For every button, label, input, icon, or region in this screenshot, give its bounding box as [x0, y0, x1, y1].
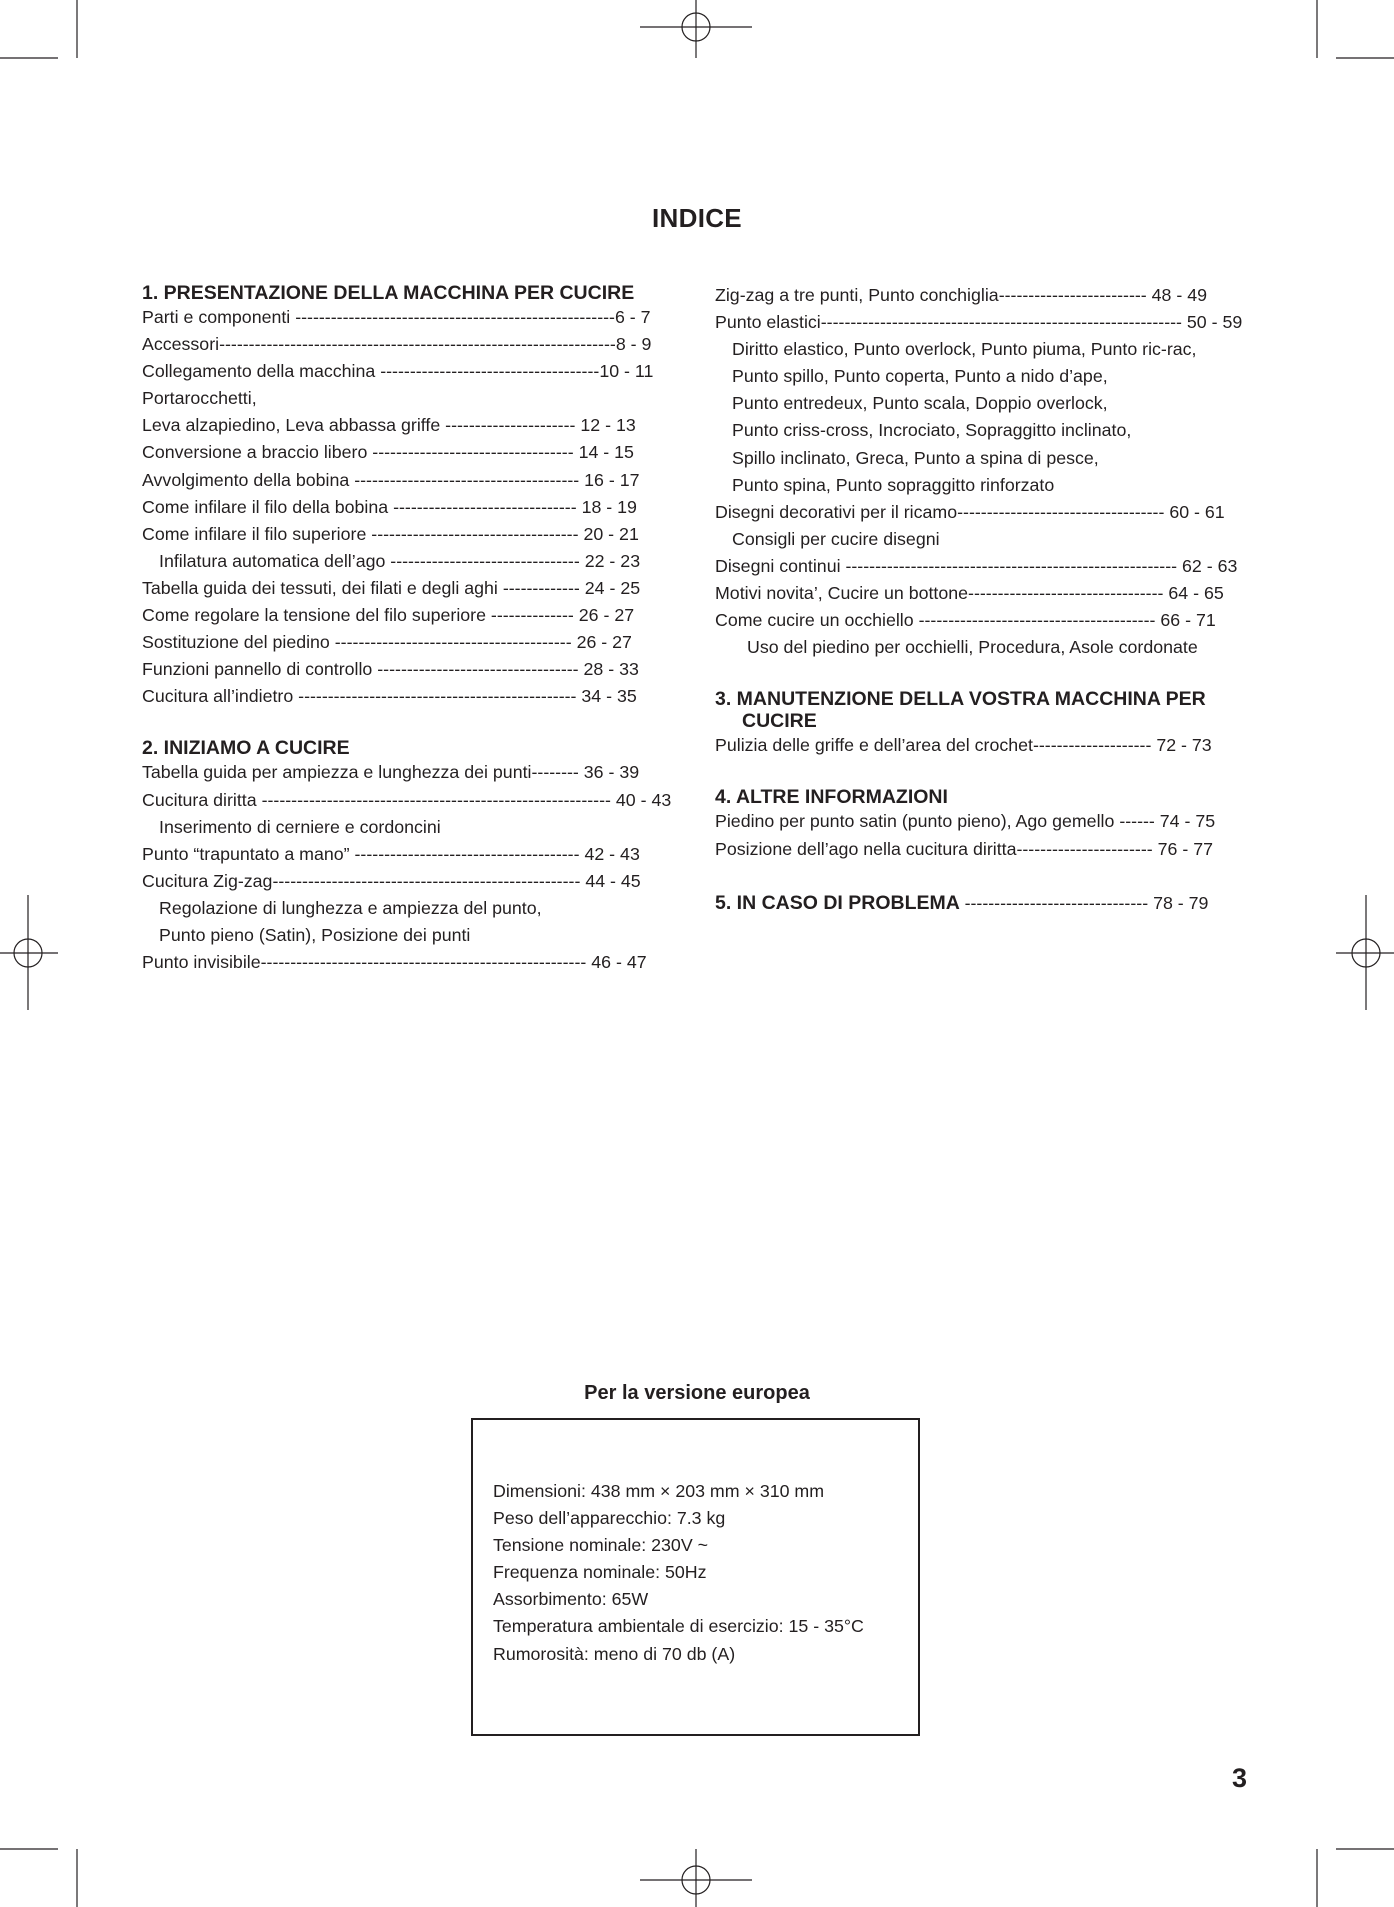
toc-leader: ----------------------------------------------- — [298, 686, 582, 707]
toc-page-range: 12 - 13 — [580, 415, 636, 436]
spec-line: Dimensioni: 438 mm × 203 mm × 310 mm — [493, 1481, 825, 1501]
toc-page-range: 20 - 21 — [583, 523, 639, 544]
toc-entry-title: Posizione dell’ago nella cucitura diritta — [715, 838, 1017, 859]
section-heading — [142, 282, 679, 304]
toc-entry-title: Punto spina, Punto sopraggitto rinforzato — [732, 474, 1055, 495]
toc-page-range: 50 - 59 — [1186, 312, 1243, 333]
toc-entry — [142, 575, 679, 602]
toc-entry — [715, 309, 1252, 336]
toc-leader: ----------------------- — [1016, 838, 1158, 859]
toc-entry — [715, 732, 1252, 759]
toc-right-column — [715, 282, 1252, 917]
toc-entry-title: Punto spillo, Punto coperta, Punto a nido d’ape, — [732, 366, 1108, 387]
toc-page-range: 18 - 19 — [581, 496, 637, 517]
toc-entry — [142, 521, 679, 548]
toc-entry — [715, 336, 1252, 363]
toc-entry-title: Avvolgimento della bobina — [142, 469, 355, 490]
toc-entry-title: Punto entredeux, Punto scala, Doppio overlock, — [732, 393, 1108, 414]
toc-entry-title: Spillo inclinato, Greca, Punto a spina di pesce, — [732, 447, 1099, 468]
toc-leader: -------------------- — [1032, 735, 1157, 756]
toc-entry — [715, 890, 1252, 917]
toc-leader: ------------------------------- — [964, 892, 1154, 913]
toc-page-range: 10 - 11 — [599, 361, 654, 382]
toc-leader: ------ — [1119, 811, 1160, 832]
toc-leader: ---------------------- — [445, 415, 581, 436]
section-heading-continuation: CUCIRE — [742, 710, 817, 733]
toc-entry-title: Inserimento di cerniere e cordoncini — [159, 816, 441, 837]
toc-leader: ----------------------------------- — [957, 501, 1170, 522]
toc-entry — [142, 439, 679, 466]
toc-page-range: 64 - 65 — [1168, 583, 1224, 604]
toc-entry — [715, 553, 1252, 580]
toc-leader: ------------------------------------------------------- — [260, 952, 592, 973]
toc-leader: ---------------------------------- — [377, 659, 584, 680]
section-heading-text: 2. INIZIAMO A CUCIRE — [142, 737, 350, 760]
toc-entry-title: Cucitura Zig-zag — [142, 870, 273, 891]
toc-page-range: 6 - 7 — [614, 307, 651, 327]
toc-entry — [142, 602, 679, 629]
toc-page-range: 46 - 47 — [591, 952, 647, 973]
toc-leader: -------------------------------------- — [354, 843, 585, 864]
toc-entry-title: Cucitura diritta — [142, 789, 262, 810]
toc-leader: ---------------------------------------------------- — [272, 870, 586, 891]
toc-entry-title: Punto elastici — [715, 312, 821, 333]
spec-line: Temperatura ambientale di esercizio: 15 - 35°C — [493, 1616, 864, 1637]
toc-page-range: 48 - 49 — [1151, 285, 1208, 305]
toc-page-range: 62 - 63 — [1182, 555, 1238, 576]
section-heading-text: 3. MANUTENZIONE DELLA VOSTRA MACCHINA PER — [715, 688, 1206, 711]
section-gap — [142, 710, 679, 737]
toc-entry-title: Pulizia delle griffe e dell’area del crochet — [715, 735, 1033, 756]
toc-entry — [715, 417, 1252, 444]
toc-entry-title: Motivi novita’, Cucire un bottone — [715, 583, 969, 604]
section-heading — [142, 737, 679, 759]
toc-entry — [715, 472, 1252, 499]
toc-entry — [142, 548, 679, 575]
toc-entry-title: Sostituzione del piedino — [142, 632, 335, 653]
toc-entry — [142, 922, 679, 949]
toc-entry — [715, 836, 1252, 863]
toc-entry-title: Tabella guida dei tessuti, dei filati e degli aghi — [142, 577, 503, 598]
toc-leader: ------------------------------------------------------------- — [820, 312, 1187, 333]
toc-page-range: 66 - 71 — [1160, 610, 1216, 631]
toc-entry — [715, 499, 1252, 526]
toc-entry — [142, 787, 679, 814]
toc-leader: ------------------------------------------------------------------- — [219, 334, 616, 355]
toc-entry-title: Punto invisibile — [142, 952, 261, 973]
toc-entry-title: Punto criss-cross, Incrociato, Sopraggitto inclinato, — [732, 420, 1132, 441]
toc-page-range: 72 - 73 — [1156, 735, 1212, 756]
toc-entry-title: 5. IN CASO DI PROBLEMA — [715, 891, 965, 914]
toc-entry — [715, 526, 1252, 553]
toc-leader: ----------------------------------------------------------- — [261, 789, 616, 810]
toc-page-range: 60 - 61 — [1169, 501, 1225, 522]
toc-entry-title: Consigli per cucire disegni — [732, 528, 940, 549]
toc-entry-title: Tabella guida per ampiezza e lunghezza dei punti — [142, 762, 532, 783]
toc-leader: -------------------------------- — [390, 550, 585, 571]
spec-line: Assorbimento: 65W — [493, 1589, 649, 1610]
toc-entry-title: Leva alzapiedino, Leva abbassa griffe — [142, 415, 446, 436]
toc-entry — [142, 683, 679, 710]
toc-page-range: 16 - 17 — [584, 469, 640, 490]
toc-entry-title: Portarocchetti, — [142, 388, 257, 409]
toc-entry-title: Disegni continui — [715, 555, 846, 576]
toc-leader: -------------- — [490, 605, 579, 626]
toc-entry — [715, 445, 1252, 472]
toc-entry — [142, 949, 679, 976]
section-heading-text: 1. PRESENTAZIONE DELLA MACCHINA PER CUCIRE — [142, 282, 635, 304]
section-gap — [715, 863, 1252, 890]
toc-page-range: 44 - 45 — [585, 870, 641, 891]
toc-entry — [142, 868, 679, 895]
toc-page-range: 40 - 43 — [615, 789, 672, 810]
toc-entry — [142, 841, 679, 868]
section-heading — [715, 786, 1252, 808]
toc-entry-title: Collegamento della macchina — [142, 361, 381, 382]
toc-entry — [715, 282, 1252, 309]
toc-entry-title: Come regolare la tensione del filo superiore — [142, 605, 491, 626]
toc-leader: ----------------------------------- — [371, 523, 584, 544]
toc-entry-title: Come cucire un occhiello — [715, 610, 919, 631]
toc-entry — [142, 629, 679, 656]
toc-page-range: 22 - 23 — [584, 550, 641, 571]
toc-entry-title: Funzioni pannello di controllo — [142, 659, 378, 680]
toc-entry-title: Zig-zag a tre punti, Punto conchiglia — [715, 285, 999, 305]
toc-entry — [142, 304, 679, 331]
toc-entry — [142, 331, 679, 358]
toc-entry-title: Come infilare il filo della bobina — [142, 496, 394, 517]
toc-page-range: 26 - 27 — [576, 632, 632, 653]
toc-entry — [142, 759, 679, 786]
toc-page-range: 24 - 25 — [584, 577, 641, 598]
spec-line: Peso dell’apparecchio: 7.3 kg — [493, 1508, 726, 1529]
toc-leader: ---------------------------------------- — [918, 610, 1161, 631]
toc-entry-title: Disegni decorativi per il ricamo — [715, 501, 958, 522]
spec-box — [471, 1418, 920, 1736]
toc-leader: ------------- — [502, 577, 585, 598]
toc-entry — [142, 467, 679, 494]
toc-entry — [142, 358, 679, 385]
toc-entry-title: Come infilare il filo superiore — [142, 523, 372, 544]
toc-leader: ---------------------------------------- — [334, 632, 577, 653]
toc-entry — [142, 385, 679, 412]
toc-leader: -------------------------------------- — [354, 469, 585, 490]
toc-leader: ------------------------------- — [393, 496, 582, 517]
toc-left-column — [142, 282, 679, 976]
toc-page-range: 42 - 43 — [584, 843, 640, 864]
toc-entry — [142, 814, 679, 841]
toc-entry-title: Infilatura automatica dell’ago — [159, 550, 391, 571]
toc-leader: --------------------------------- — [968, 583, 1169, 604]
toc-leader: ------------------------- — [998, 285, 1152, 305]
toc-entry — [142, 494, 679, 521]
section-heading-text: 4. ALTRE INFORMAZIONI — [715, 786, 948, 809]
toc-page-range: 74 - 75 — [1159, 811, 1216, 832]
toc-page-range: 28 - 33 — [583, 659, 639, 680]
toc-entry — [715, 607, 1252, 634]
spec-line: Frequenza nominale: 50Hz — [493, 1562, 707, 1583]
page-number: 3 — [1231, 1763, 1247, 1793]
toc-entry — [142, 895, 679, 922]
toc-page-range: 78 - 79 — [1153, 892, 1209, 913]
spec-line: Tensione nominale: 230V ~ — [493, 1535, 709, 1556]
toc-entry — [715, 363, 1252, 390]
spec-box-title: Per la versione europea — [584, 1382, 810, 1404]
toc-leader: ------------------------------------- — [380, 361, 600, 382]
section-gap — [715, 661, 1252, 688]
toc-entry-title: Cucitura all’indietro — [142, 686, 299, 707]
toc-entry-title: Accessori — [142, 334, 220, 355]
toc-entry-title: Uso del piedino per occhielli, Procedura, Asole cordonate — [747, 637, 1198, 658]
toc-entry — [142, 412, 679, 439]
toc-page-range: 36 - 39 — [583, 762, 640, 783]
spec-list — [493, 1478, 864, 1668]
toc-entry — [715, 634, 1252, 661]
toc-leader: -------- — [531, 762, 584, 783]
toc-entry — [715, 580, 1252, 607]
toc-entry-title: Punto “trapuntato a mano” — [142, 843, 355, 864]
toc-entry-title: Regolazione di lunghezza e ampiezza del punto, — [159, 897, 542, 918]
toc-entry-title: Diritto elastico, Punto overlock, Punto piuma, Punto ric-rac, — [732, 339, 1197, 360]
section-heading — [715, 688, 1252, 732]
toc-entry-title: Piedino per punto satin (punto pieno), Ago gemello — [715, 811, 1120, 832]
toc-page-range: 8 - 9 — [615, 334, 652, 355]
toc-leader: ---------------------------------- — [372, 442, 579, 463]
section-gap — [715, 759, 1252, 786]
spec-line: Rumorosità: meno di 70 db (A) — [493, 1643, 736, 1664]
toc-entry-title: Parti e componenti — [142, 307, 296, 327]
toc-entry-title: Conversione a braccio libero — [142, 442, 373, 463]
toc-page-range: 26 - 27 — [578, 605, 635, 626]
toc-entry — [142, 656, 679, 683]
toc-entry — [715, 390, 1252, 417]
toc-page-range: 76 - 77 — [1157, 838, 1213, 859]
toc-page-range: 14 - 15 — [578, 442, 634, 463]
toc-entry-title: Punto pieno (Satin), Posizione dei punti — [159, 924, 471, 945]
toc-leader: ------------------------------------------------------ — [295, 307, 615, 327]
toc-leader: -------------------------------------------------------- — [845, 555, 1183, 576]
toc-entry — [715, 808, 1252, 835]
toc-page-range: 34 - 35 — [581, 686, 637, 707]
page-title: INDICE — [652, 203, 742, 233]
